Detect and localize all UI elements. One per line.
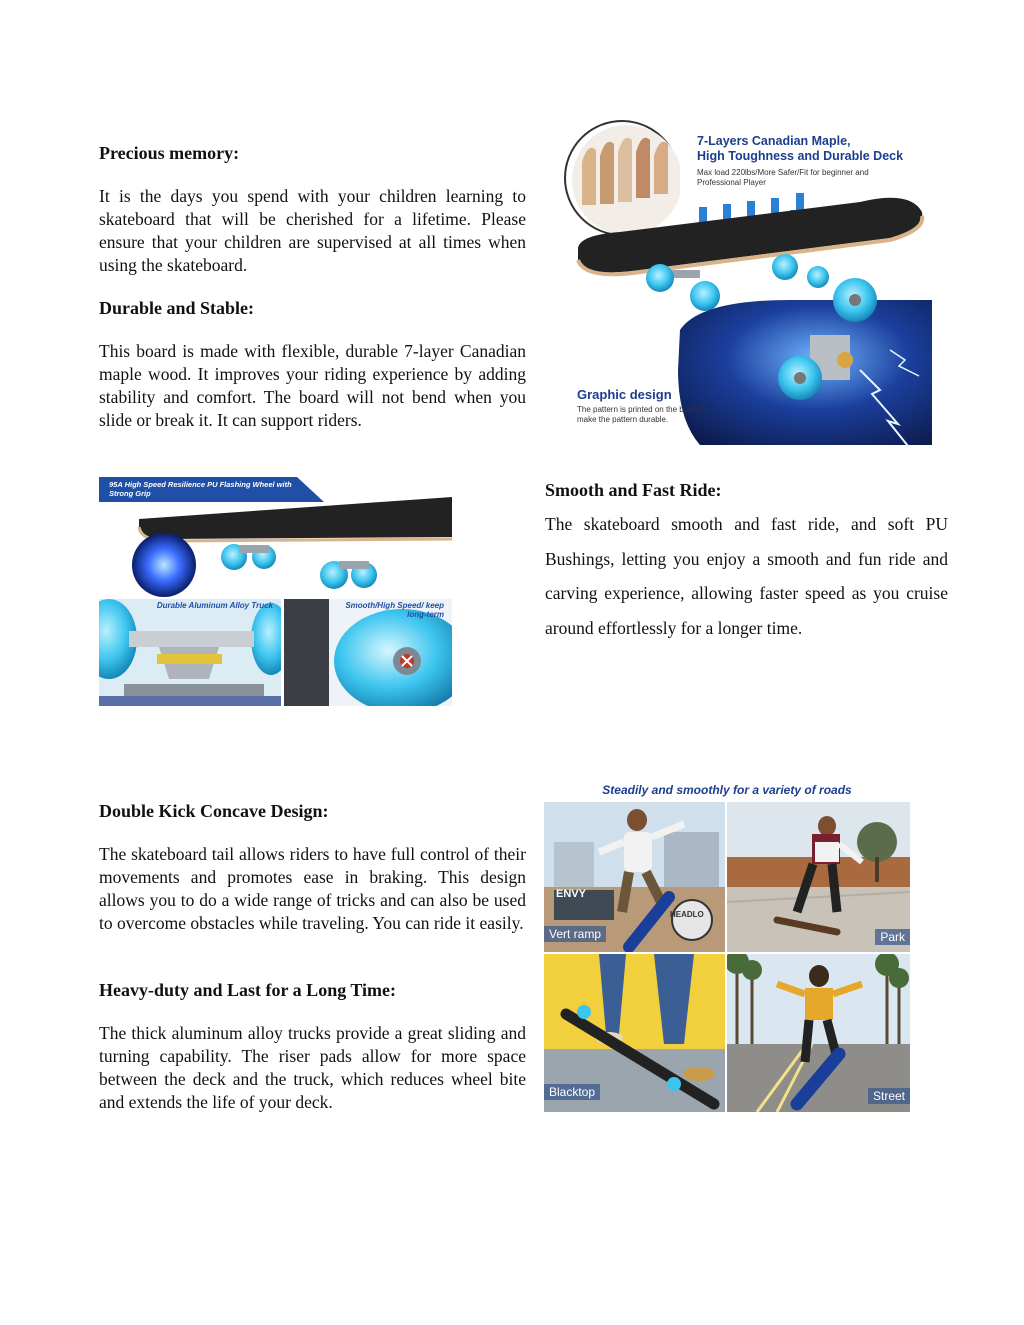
heading-precious-memory: Precious memory: — [99, 143, 240, 163]
deck-caption-line1: 7-Layers Canadian Maple, — [697, 134, 851, 148]
heading-double-kick: Double Kick Concave Design: — [99, 801, 329, 821]
deck-product-image — [560, 120, 932, 445]
truck-label: Durable Aluminum Alloy Truck — [156, 601, 273, 610]
paragraph-durable-stable: This board is made with flexible, durable 7-layer Canadian maple wood. It improves your riding experience by adding stability and comfort. The board will not bend when you slide or break it. It can support riders. — [99, 341, 526, 430]
tile-label-blacktop: Blacktop — [544, 1084, 600, 1100]
graphic-design-sub: The pattern is printed on the board to make the pattern durable. — [577, 405, 709, 424]
paragraph-heavy-duty: The thick aluminum alloy trucks provide a great sliding and turning capability. The riser pads allow for more space between the deck and the truck, which reduces wheel bite and extends the life of your deck. — [99, 1023, 526, 1112]
tile-street — [727, 954, 910, 1112]
tile-label-vert-ramp: Vert ramp — [544, 926, 606, 942]
headlock-sign: HEADLO — [670, 910, 704, 919]
envy-sign: ENVY — [556, 888, 586, 900]
deck-caption-line2: High Toughness and Durable Deck — [697, 149, 904, 163]
truck-panel — [99, 599, 281, 706]
tile-vert-ramp — [544, 802, 725, 952]
truck-illustration — [99, 599, 281, 706]
heading-smooth-fast: Smooth and Fast Ride: — [545, 480, 722, 500]
riders-image-grid — [544, 780, 910, 1112]
paragraph-precious-memory: It is the days you spend with your children learning to skateboard that will be cherished for a lifetime. Please ensure that your children are supervised at all times when using the skateboard. — [99, 186, 526, 275]
tile-blacktop — [544, 954, 725, 1112]
tile-label-park: Park — [875, 929, 910, 945]
graphic-design-title: Graphic design — [577, 387, 672, 402]
wheels-banner-text: 95A High Speed Resilience PU Flashing Wheel with Strong Grip — [109, 480, 292, 498]
paragraph-smooth-fast: The skateboard smooth and fast ride, and soft PU Bushings, letting you enjoy a smooth and fun ride and carving experience, allowing faster speed as you cruise around effortlessly for a longer time. — [545, 514, 948, 638]
heading-durable-stable: Durable and Stable: — [99, 298, 255, 318]
speed-label: Smooth/High Speed/ keep long-term — [345, 601, 444, 619]
heading-heavy-duty: Heavy-duty and Last for a Long Time: — [99, 980, 397, 1000]
speed-panel — [284, 599, 452, 706]
paragraph-double-kick: The skateboard tail allows riders to have full control of their movements and promotes ease in braking. This design allows you to do a wide range of tricks and can also be used to overcome obstacles while traveling. You can ride it easily. — [99, 844, 526, 933]
riders-title: Steadily and smoothly for a variety of roads — [602, 783, 852, 797]
tile-label-street: Street — [868, 1088, 910, 1104]
wheels-product-image — [99, 477, 452, 706]
deck-caption-sub: Max load 220lbs/More Safer/Fit for beginner and Professional Player — [697, 168, 869, 187]
deck-caption-title — [697, 134, 903, 164]
tile-park — [727, 802, 910, 952]
